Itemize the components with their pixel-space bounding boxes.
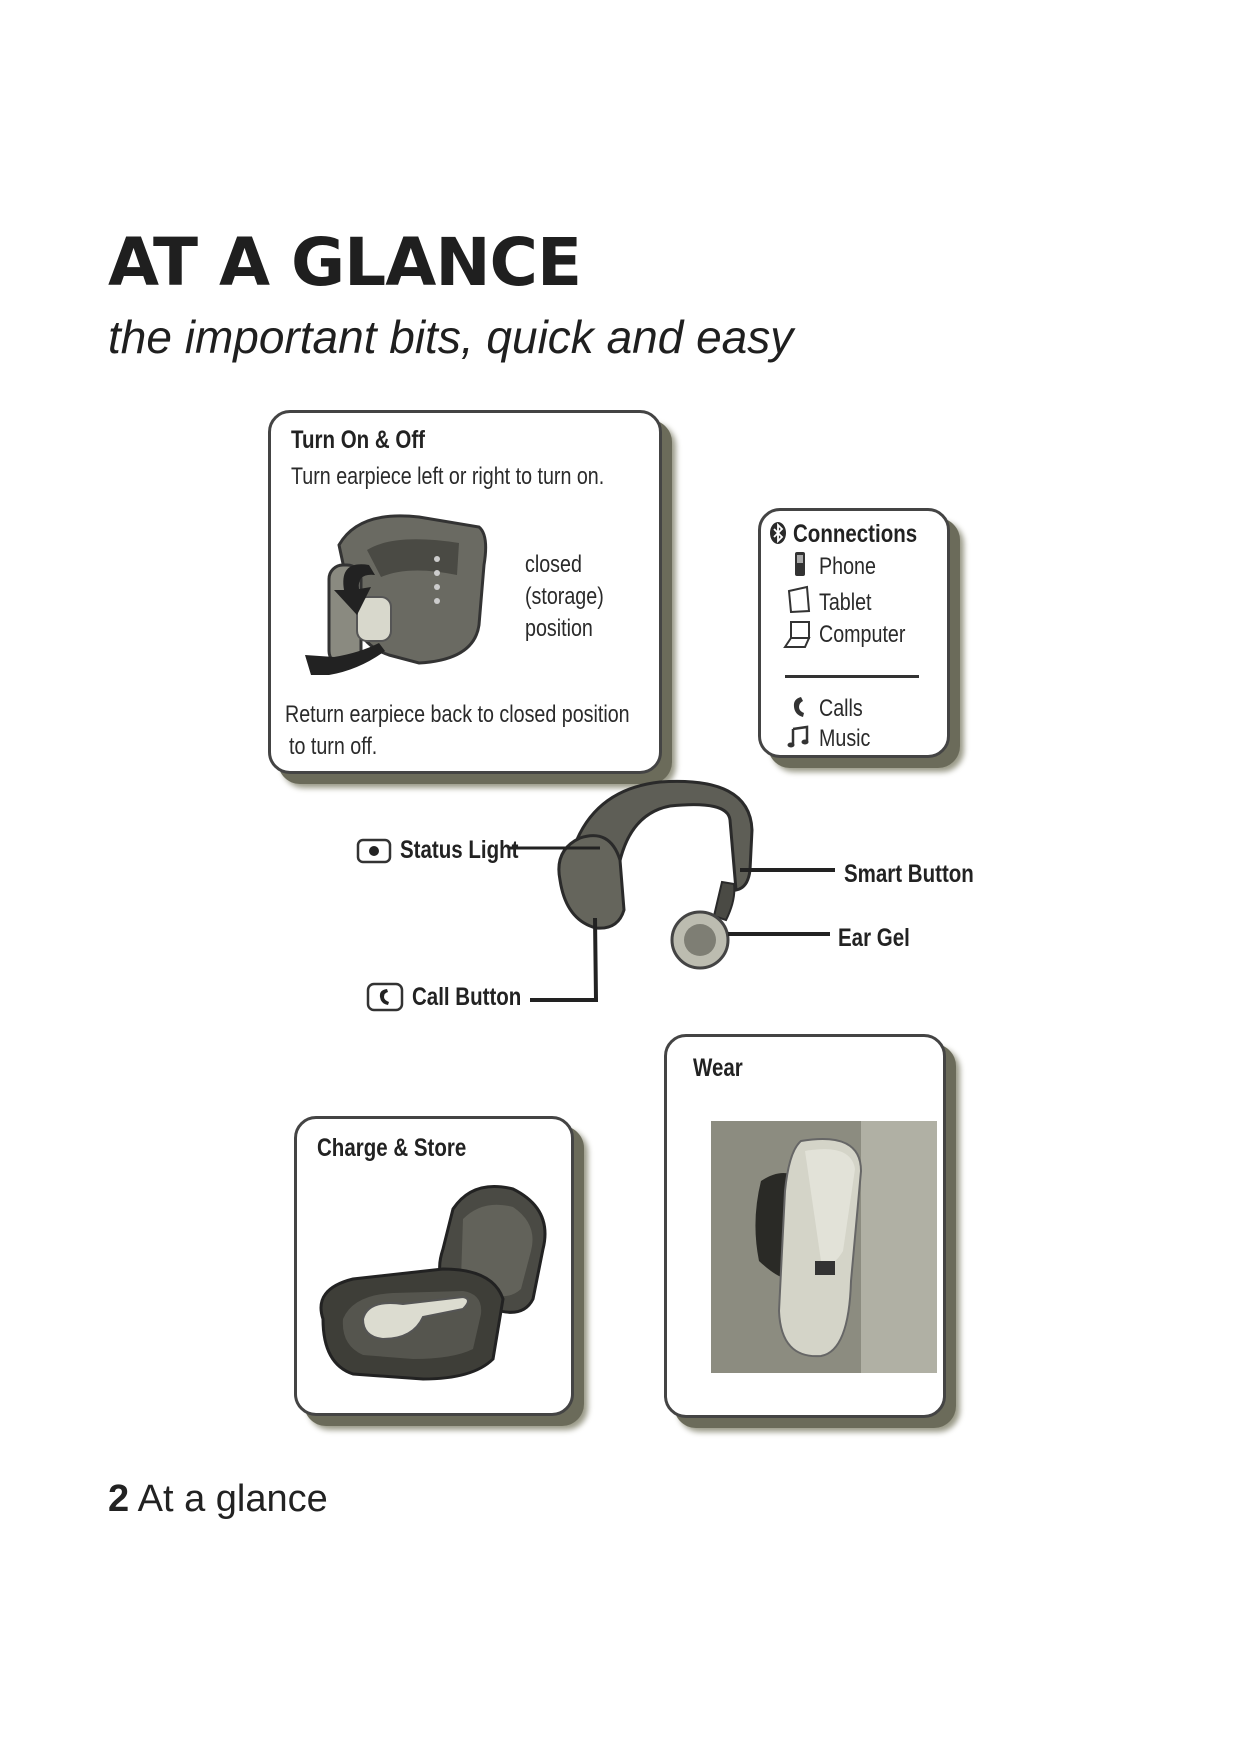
phone-icon — [793, 551, 807, 577]
connections-title: Connections — [793, 520, 918, 548]
music-icon — [787, 725, 809, 749]
page-footer — [108, 1478, 328, 1521]
connection-feature-music: Music — [819, 725, 871, 752]
turn-off-line1: Return earpiece back to closed position — [285, 701, 630, 728]
earpiece-rotation-illustration — [299, 505, 499, 685]
connection-device-phone: Phone — [819, 553, 876, 580]
closed-position-line2: (storage) — [525, 583, 604, 610]
page-subtitle: the important bits, quick and easy — [108, 311, 794, 363]
connection-device-tablet: Tablet — [819, 589, 872, 616]
connection-device-computer: Computer — [819, 621, 906, 648]
call-icon — [791, 695, 807, 719]
charge-store-panel — [294, 1116, 574, 1416]
turn-off-line2: to turn off. — [289, 733, 378, 760]
closed-position-line3: position — [525, 615, 593, 642]
computer-icon — [783, 619, 813, 649]
page-number: 2 — [108, 1478, 130, 1520]
connections-panel — [758, 508, 950, 758]
status-light-label: Status Light — [400, 836, 519, 864]
earpiece-diagram — [500, 770, 1020, 1010]
turn-on-off-panel — [268, 410, 662, 774]
connection-feature-calls: Calls — [819, 695, 863, 722]
bluetooth-icon — [769, 521, 787, 545]
smart-button-label: Smart Button — [844, 860, 974, 888]
tablet-icon — [787, 585, 811, 613]
charging-case-illustration — [313, 1169, 563, 1399]
turn-on-off-title: Turn On & Off — [291, 426, 425, 454]
ear-gel-label: Ear Gel — [838, 924, 910, 952]
wear-photo — [711, 1121, 937, 1373]
footer-section-title: At a glance — [137, 1478, 328, 1520]
turn-on-instruction: Turn earpiece left or right to turn on. — [291, 463, 605, 490]
wear-title: Wear — [693, 1054, 743, 1082]
wear-panel — [664, 1034, 946, 1418]
status-light-icon — [356, 838, 392, 864]
call-button-label: Call Button — [412, 983, 522, 1011]
connections-divider — [785, 675, 919, 678]
call-button-icon — [366, 982, 404, 1012]
closed-position-line1: closed — [525, 551, 582, 578]
charge-store-title: Charge & Store — [317, 1134, 467, 1162]
page-title: AT A GLANCE — [108, 224, 582, 301]
